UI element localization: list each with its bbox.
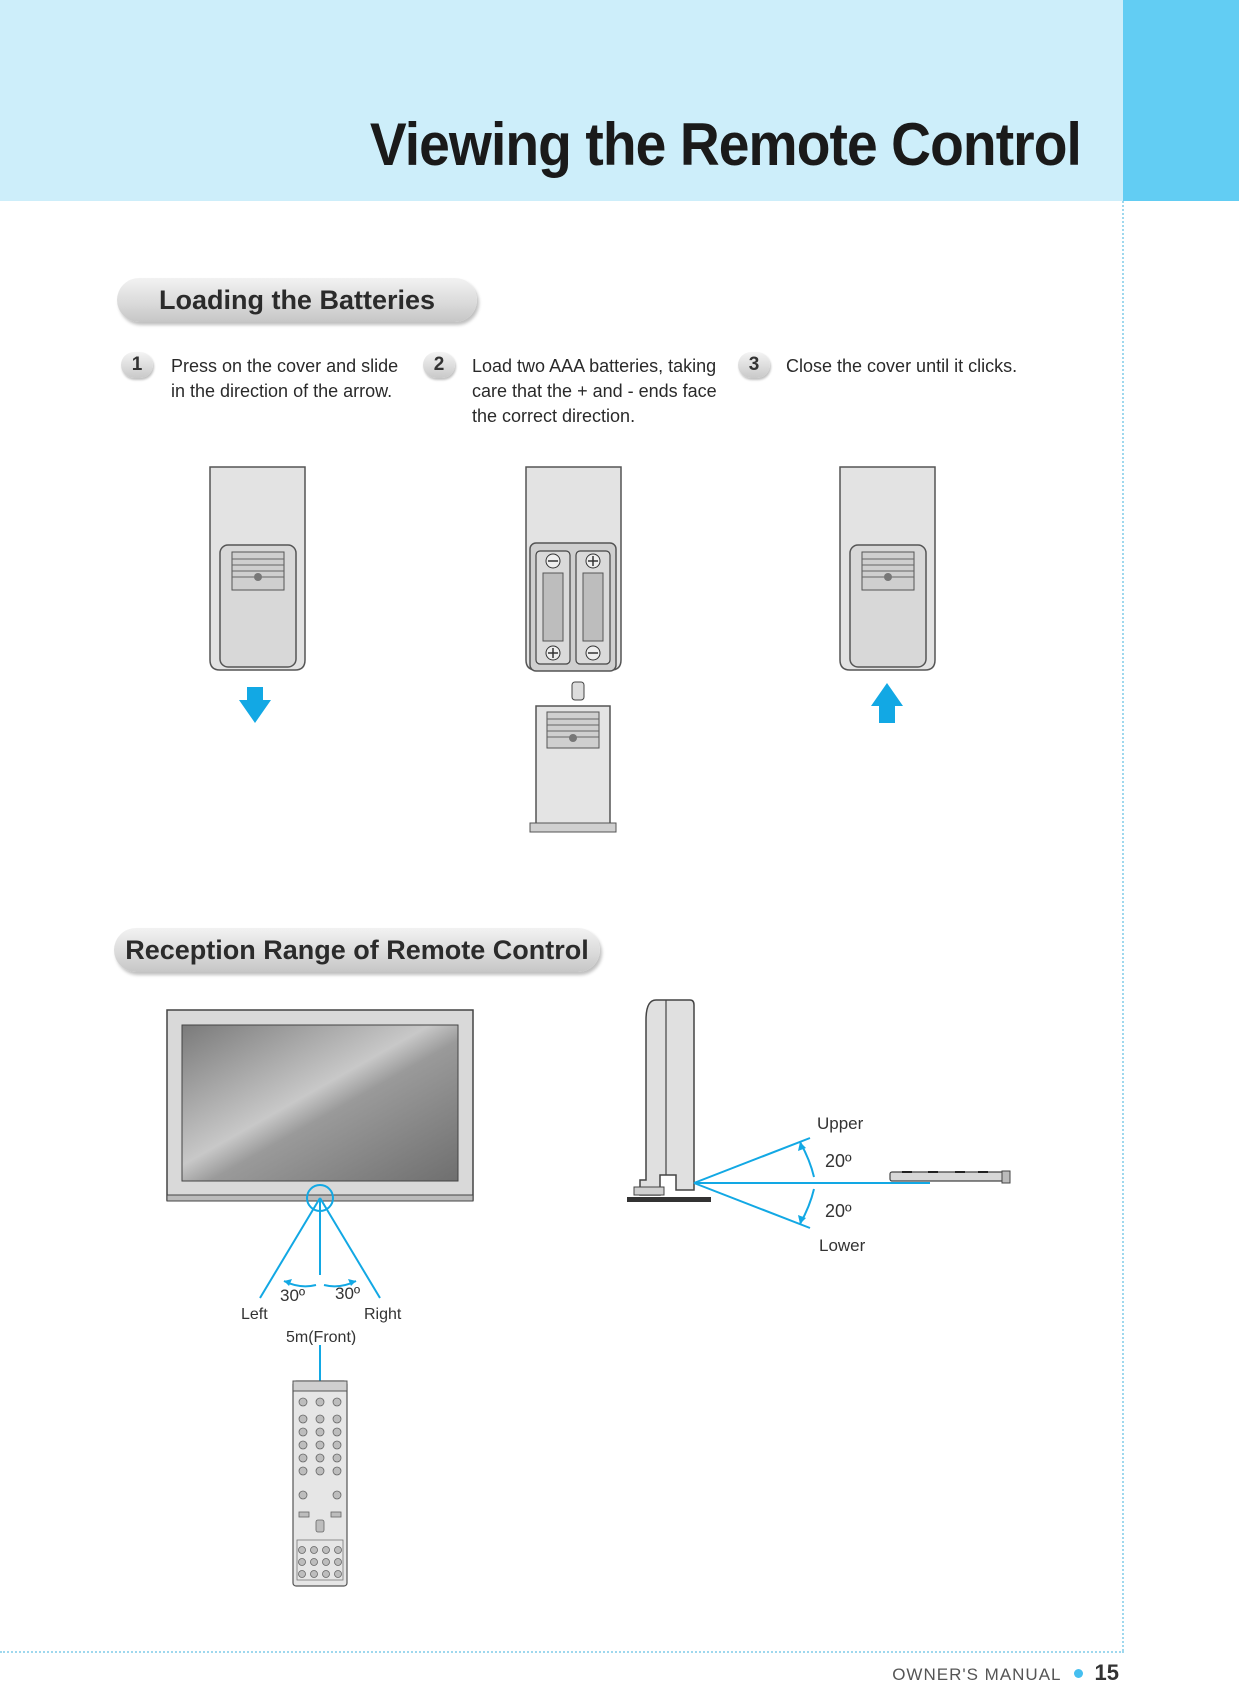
remote-side-illustration xyxy=(890,1172,1008,1181)
horizontal-range-diagram xyxy=(160,1005,500,1345)
header-tab xyxy=(1123,0,1239,201)
page-footer xyxy=(892,1660,1119,1686)
page-title: Viewing the Remote Control xyxy=(369,111,1081,178)
bullet-icon xyxy=(1074,1669,1083,1678)
step-number-3: 3 xyxy=(738,352,770,378)
right-angle-label: 30º xyxy=(335,1284,361,1303)
step-3-text: Close the cover until it clicks. xyxy=(786,356,1018,376)
arrow-down-icon xyxy=(239,687,271,723)
section-heading-reception: Reception Range of Remote Control xyxy=(114,928,600,972)
lower-angle-label: 20º xyxy=(825,1201,852,1221)
left-label: Left xyxy=(241,1306,268,1323)
step-number-1: 1 xyxy=(121,352,153,378)
upper-label: Upper xyxy=(817,1114,864,1133)
footer-divider xyxy=(0,1651,1124,1653)
remote-front-illustration xyxy=(290,1345,350,1590)
distance-label: 5m(Front) xyxy=(286,1329,357,1345)
remote-cover-open-illustration xyxy=(200,465,320,730)
left-angle-label: 30º xyxy=(280,1286,306,1305)
step-1-text: Press on the cover and slide in the direction of the arrow. xyxy=(171,356,399,401)
right-label: Right xyxy=(364,1306,402,1323)
upper-angle-label: 20º xyxy=(825,1151,852,1171)
page-number: 15 xyxy=(1094,1660,1119,1685)
arrow-up-icon xyxy=(871,683,903,723)
vertical-range-diagram xyxy=(620,995,1020,1260)
remote-batteries-illustration xyxy=(520,465,640,840)
margin-divider xyxy=(1122,201,1124,1651)
section-heading-batteries: Loading the Batteries xyxy=(117,278,477,322)
lower-label: Lower xyxy=(819,1236,866,1255)
footer-label: OWNER'S MANUAL xyxy=(892,1665,1062,1684)
step-number-2: 2 xyxy=(423,352,455,378)
remote-cover-closed-illustration xyxy=(836,465,956,730)
step-2-text: Load two AAA batteries, taking care that the + and - ends face the correct direction. xyxy=(472,356,717,426)
